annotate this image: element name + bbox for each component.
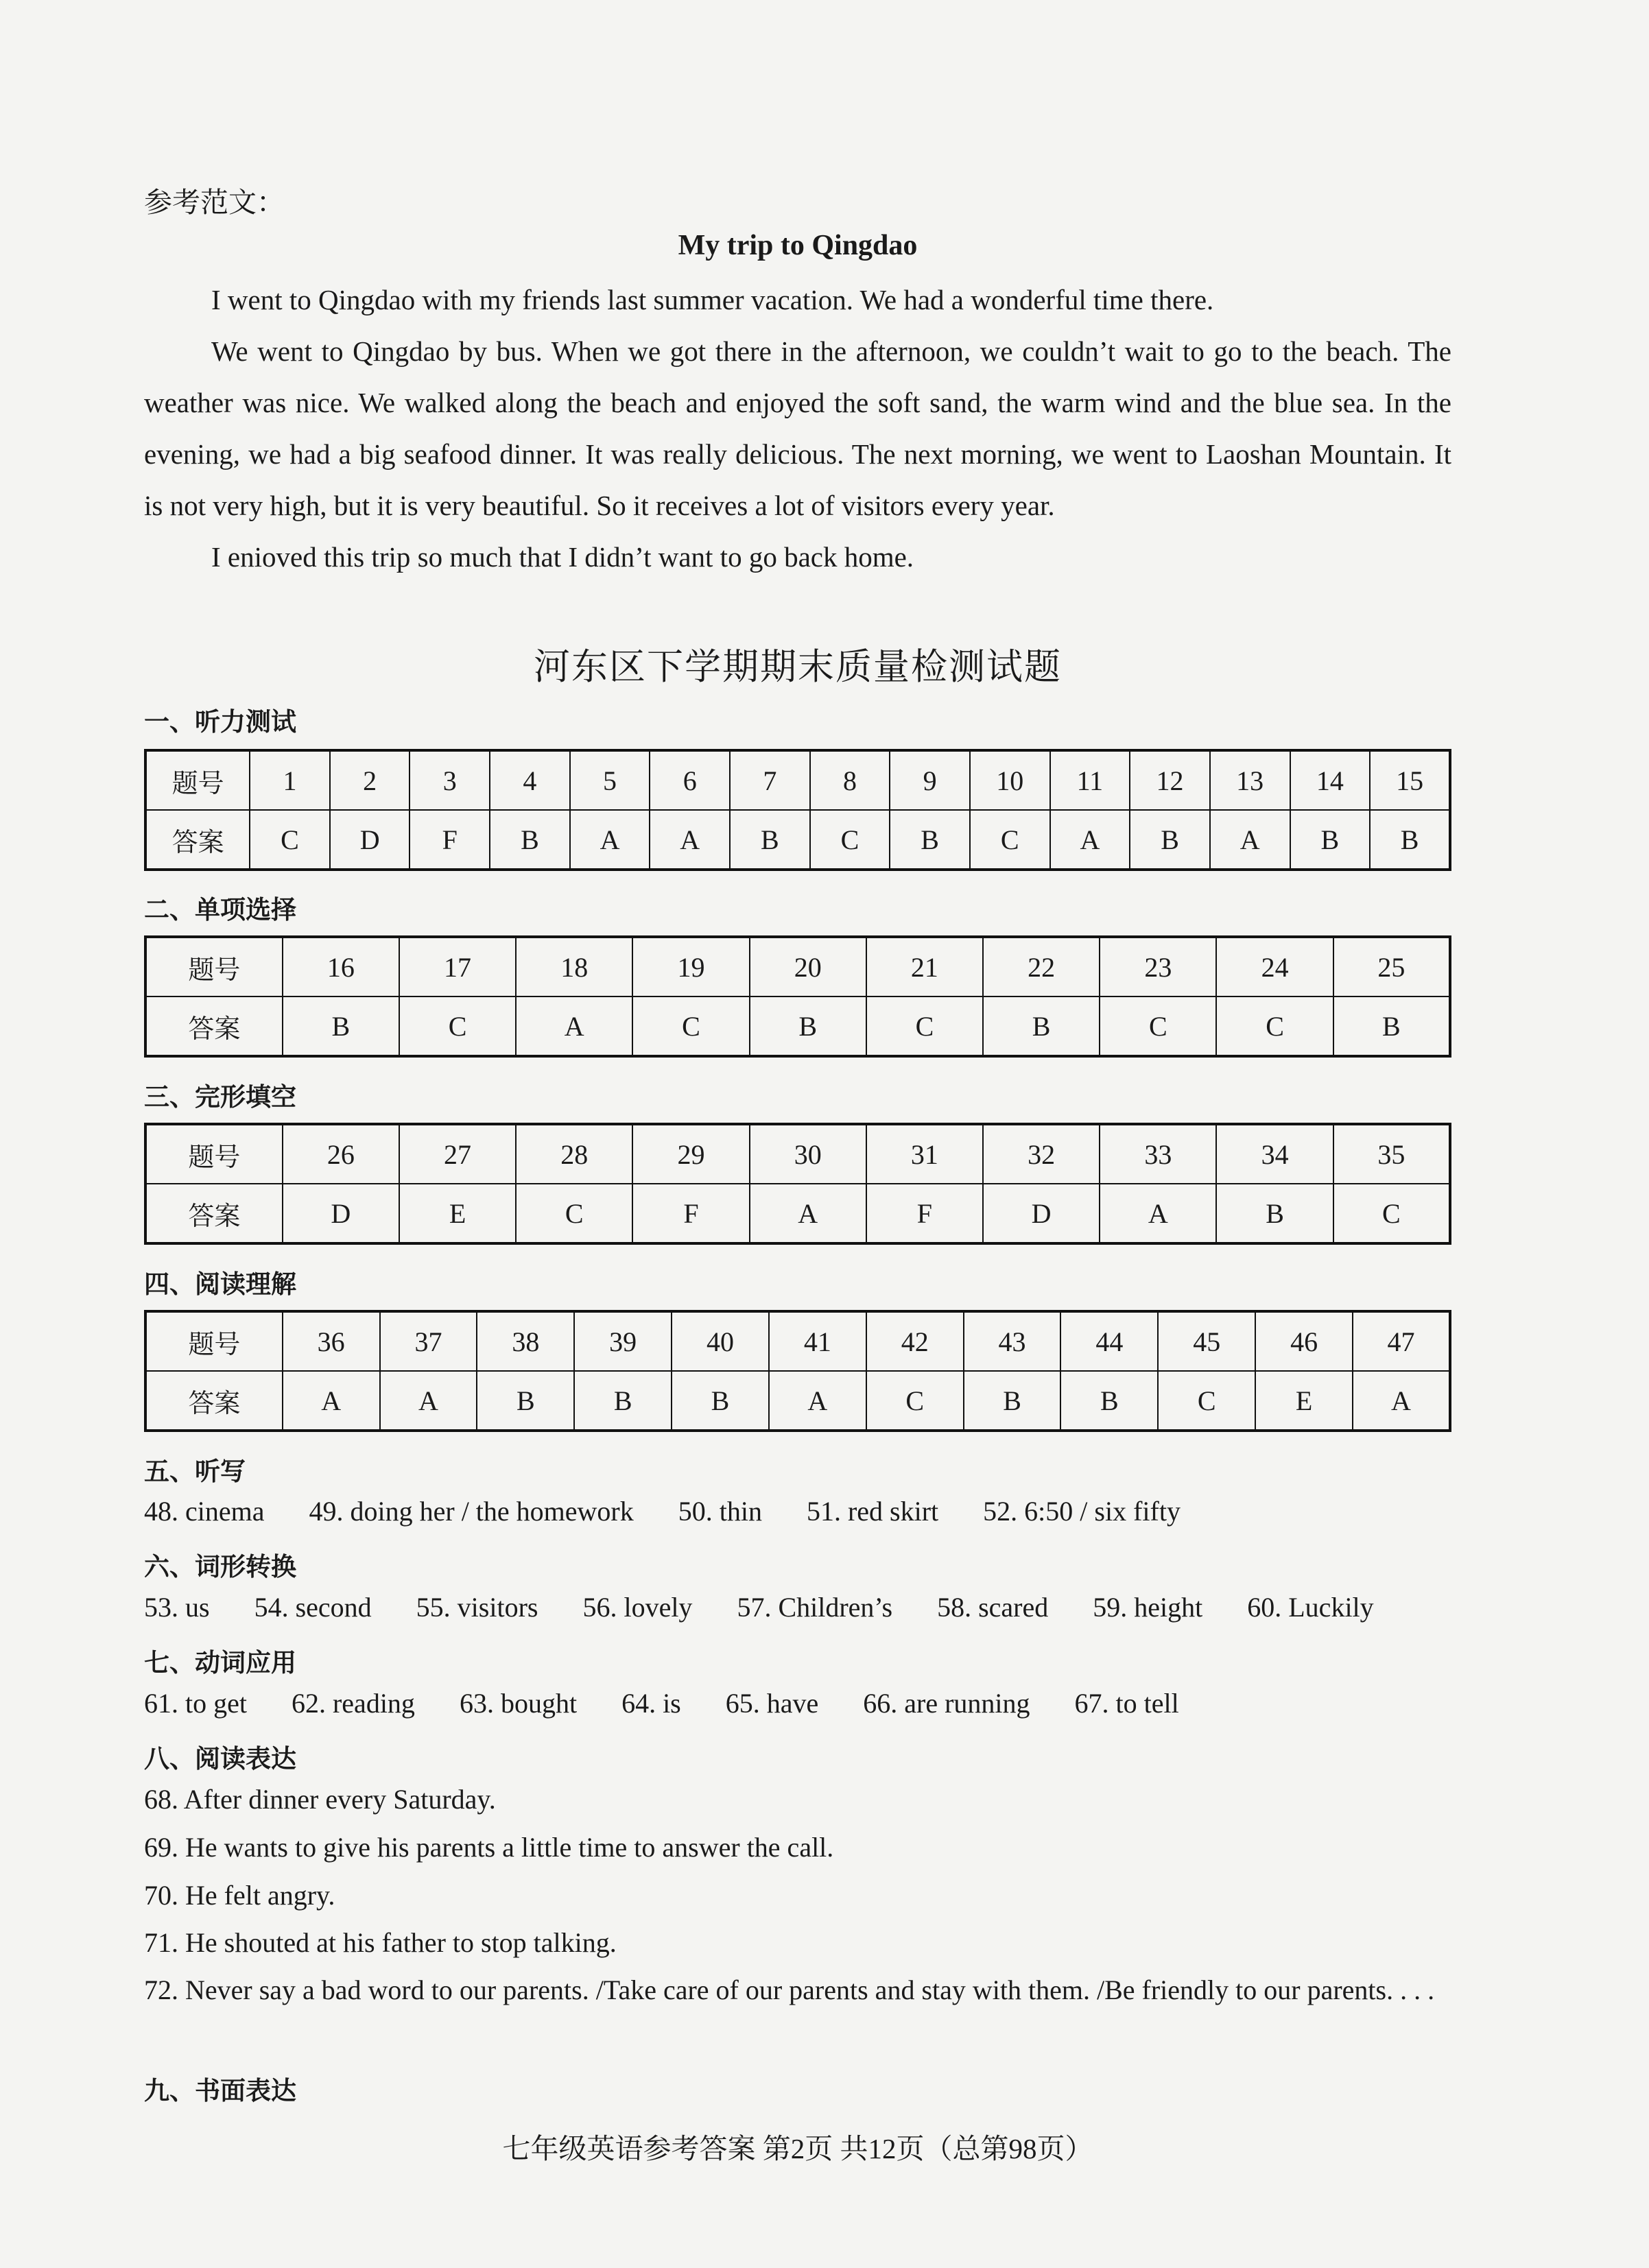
essay-paragraph: We went to Qingdao by bus. When we got there in the afternoon, we couldn’t wait to go to the beach. The weather was nice. We walked along the beach and enjoyed the soft sand, the warm wind and the blue sea. In the evening, we had a big seafood dinner. It was really delicious. The next morning, we went to Laoshan Mountain. It is not very high, but it is very beautiful. So it receives a lot of visitors every year.: [144, 335, 1451, 521]
question-number-cell: 22: [983, 937, 1100, 996]
answer-item: 60. Luckily: [1247, 1592, 1374, 1623]
essay-body: [144, 274, 1451, 583]
question-number-cell: 14: [1290, 750, 1371, 810]
question-number-cell: 32: [983, 1124, 1100, 1184]
answer-cell: A: [1100, 1184, 1216, 1243]
answer-item: 51. red skirt: [806, 1496, 939, 1527]
question-number-cell: 39: [574, 1311, 672, 1371]
question-number-cell: 3: [410, 750, 490, 810]
essay-paragraph: I enioved this trip so much that I didn’t want to go back home.: [211, 541, 914, 573]
answer-item: 63. bought: [459, 1688, 578, 1719]
answer-item: 67. to tell: [1074, 1688, 1179, 1719]
section-title-writing: 九、书面表达: [144, 2076, 296, 2105]
row-label: 题号: [145, 1124, 283, 1184]
section-title-dictation: 五、听写: [144, 1457, 246, 1486]
essay-title: My trip to Qingdao: [678, 230, 918, 261]
question-number-cell: 7: [730, 750, 810, 810]
section-title-reading: 四、阅读理解: [144, 1269, 296, 1299]
answer-cell: A: [1210, 810, 1290, 870]
word-form-answers: [144, 1591, 1374, 1623]
question-number-cell: 17: [399, 937, 516, 996]
answer-cell: B: [1370, 810, 1450, 870]
answer-item: 56. lovely: [582, 1592, 693, 1623]
question-number-cell: 21: [866, 937, 983, 996]
answer-cell: B: [283, 996, 399, 1056]
answer-cell: B: [730, 810, 810, 870]
answer-cell: C: [1216, 996, 1333, 1056]
answer-item: 62. reading: [291, 1688, 415, 1719]
question-number-cell: 29: [632, 1124, 749, 1184]
answer-item: 55. visitors: [416, 1592, 538, 1623]
question-number-cell: 30: [750, 1124, 866, 1184]
question-number-cell: 10: [970, 750, 1050, 810]
answer-cell: A: [769, 1371, 866, 1431]
question-number-cell: 46: [1255, 1311, 1353, 1371]
question-number-row: [145, 750, 1450, 810]
question-number-cell: 34: [1216, 1124, 1333, 1184]
question-number-cell: 16: [283, 937, 399, 996]
question-number-cell: 44: [1060, 1311, 1158, 1371]
question-number-cell: 31: [866, 1124, 983, 1184]
question-number-cell: 26: [283, 1124, 399, 1184]
row-label: 题号: [145, 937, 283, 996]
answer-cell: A: [380, 1371, 477, 1431]
answer-cell: B: [1130, 810, 1210, 870]
answer-item: 72. Never say a bad word to our parents. /Take care of our parents and stay with them. /Be friendly to our parents. . . .: [144, 1974, 1435, 2005]
answer-item: 49. doing her / the homework: [309, 1496, 634, 1527]
question-number-cell: 24: [1216, 937, 1333, 996]
answer-table-listening: [144, 749, 1451, 871]
section-title-listening: 一、听力测试: [144, 707, 296, 737]
question-number-cell: 5: [570, 750, 650, 810]
answer-cell: D: [983, 1184, 1100, 1243]
answer-item: 59. height: [1093, 1592, 1203, 1623]
question-number-cell: 35: [1333, 1124, 1450, 1184]
question-number-cell: 1: [250, 750, 330, 810]
question-number-cell: 20: [750, 937, 866, 996]
answer-item: 52. 6:50 / six fifty: [983, 1496, 1181, 1527]
question-number-cell: 33: [1100, 1124, 1216, 1184]
answer-row: [145, 810, 1450, 870]
answer-cell: C: [866, 1371, 964, 1431]
answer-cell: D: [283, 1184, 399, 1243]
section-title-single-choice: 二、单项选择: [144, 895, 296, 924]
answer-item: 68. After dinner every Saturday.: [144, 1784, 496, 1815]
answer-cell: A: [750, 1184, 866, 1243]
answer-cell: B: [1333, 996, 1450, 1056]
question-number-cell: 47: [1353, 1311, 1450, 1371]
answer-cell: A: [516, 996, 632, 1056]
answer-cell: A: [1353, 1371, 1450, 1431]
answer-cell: B: [477, 1371, 574, 1431]
question-number-cell: 42: [866, 1311, 964, 1371]
answer-cell: B: [574, 1371, 672, 1431]
question-number-cell: 28: [516, 1124, 632, 1184]
verb-usage-answers: [144, 1687, 1217, 1719]
answer-table-single-choice: [144, 935, 1451, 1058]
answer-cell: C: [250, 810, 330, 870]
answer-cell: E: [399, 1184, 516, 1243]
answer-cell: B: [1060, 1371, 1158, 1431]
answer-cell: B: [983, 996, 1100, 1056]
answer-cell: C: [516, 1184, 632, 1243]
answer-row: [145, 996, 1450, 1056]
answer-cell: C: [1333, 1184, 1450, 1243]
answer-item: 53. us: [144, 1592, 210, 1623]
row-label: 题号: [145, 750, 250, 810]
answer-cell: B: [890, 810, 970, 870]
answer-item: 70. He felt angry.: [144, 1880, 335, 1911]
answer-row: [145, 1184, 1450, 1243]
answer-cell: A: [1050, 810, 1130, 870]
question-number-cell: 23: [1100, 937, 1216, 996]
question-number-cell: 40: [672, 1311, 769, 1371]
question-number-row: [145, 1124, 1450, 1184]
question-number-cell: 25: [1333, 937, 1450, 996]
answer-cell: C: [1100, 996, 1216, 1056]
answer-item: 64. is: [621, 1688, 681, 1719]
row-label: 答案: [145, 996, 283, 1056]
section-title-verb-usage: 七、动词应用: [144, 1648, 296, 1678]
question-number-cell: 15: [1370, 750, 1450, 810]
answer-cell: B: [750, 996, 866, 1056]
question-number-cell: 18: [516, 937, 632, 996]
answer-cell: B: [1216, 1184, 1333, 1243]
page-footer: 七年级英语参考答案 第2页 共12页（总第98页）: [502, 2133, 1093, 2164]
answer-table-reading: [144, 1310, 1451, 1432]
question-number-row: [145, 1311, 1450, 1371]
answer-item: 66. are running: [863, 1688, 1030, 1719]
answer-cell: C: [810, 810, 890, 870]
question-number-cell: 9: [890, 750, 970, 810]
row-label: 题号: [145, 1311, 283, 1371]
answer-cell: F: [410, 810, 490, 870]
answer-cell: F: [866, 1184, 983, 1243]
row-label: 答案: [145, 1371, 283, 1431]
answer-cell: C: [866, 996, 983, 1056]
answer-cell: A: [283, 1371, 380, 1431]
section-title-reading-expression: 八、阅读表达: [144, 1744, 296, 1774]
row-label: 答案: [145, 810, 250, 870]
answer-item: 50. thin: [678, 1496, 762, 1527]
answer-cell: A: [650, 810, 730, 870]
answer-cell: D: [330, 810, 410, 870]
question-number-cell: 41: [769, 1311, 866, 1371]
answer-cell: B: [490, 810, 570, 870]
question-number-cell: 8: [810, 750, 890, 810]
answer-cell: A: [570, 810, 650, 870]
dictation-answers: [144, 1495, 1218, 1527]
row-label: 答案: [145, 1184, 283, 1243]
reference-essay-label: 参考范文：: [144, 187, 285, 218]
answer-cell: B: [964, 1371, 1061, 1431]
answer-cell: F: [632, 1184, 749, 1243]
question-number-cell: 2: [330, 750, 410, 810]
question-number-cell: 4: [490, 750, 570, 810]
answer-item: 71. He shouted at his father to stop talking.: [144, 1927, 617, 1958]
answer-cell: C: [970, 810, 1050, 870]
answer-item: 48. cinema: [144, 1496, 265, 1527]
answer-item: 58. scared: [937, 1592, 1049, 1623]
question-number-cell: 6: [650, 750, 730, 810]
section-title-word-forms: 六、词形转换: [144, 1552, 296, 1581]
question-number-cell: 11: [1050, 750, 1130, 810]
answer-item: 69. He wants to give his parents a little time to answer the call.: [144, 1832, 834, 1863]
answer-cell: B: [672, 1371, 769, 1431]
essay-paragraph: I went to Qingdao with my friends last summer vacation. We had a wonderful time there.: [211, 284, 1214, 315]
answer-item: 61. to get: [144, 1688, 247, 1719]
answer-table-cloze: [144, 1123, 1451, 1245]
answer-item: 54. second: [254, 1592, 372, 1623]
question-number-cell: 13: [1210, 750, 1290, 810]
exam-title: 河东区下学期期末质量检测试题: [534, 647, 1062, 687]
answer-row: [145, 1371, 1450, 1431]
question-number-cell: 36: [283, 1311, 380, 1371]
section-title-cloze: 三、完形填空: [144, 1082, 296, 1112]
question-number-cell: 43: [964, 1311, 1061, 1371]
question-number-cell: 12: [1130, 750, 1210, 810]
question-number-cell: 27: [399, 1124, 516, 1184]
question-number-row: [145, 937, 1450, 996]
answer-item: 57. Children’s: [737, 1592, 893, 1623]
question-number-cell: 38: [477, 1311, 574, 1371]
answer-cell: B: [1290, 810, 1371, 870]
question-number-cell: 45: [1158, 1311, 1255, 1371]
answer-cell: E: [1255, 1371, 1353, 1431]
answer-item: 65. have: [725, 1688, 819, 1719]
answer-cell: C: [1158, 1371, 1255, 1431]
answer-cell: C: [399, 996, 516, 1056]
question-number-cell: 19: [632, 937, 749, 996]
answer-cell: C: [632, 996, 749, 1056]
question-number-cell: 37: [380, 1311, 477, 1371]
